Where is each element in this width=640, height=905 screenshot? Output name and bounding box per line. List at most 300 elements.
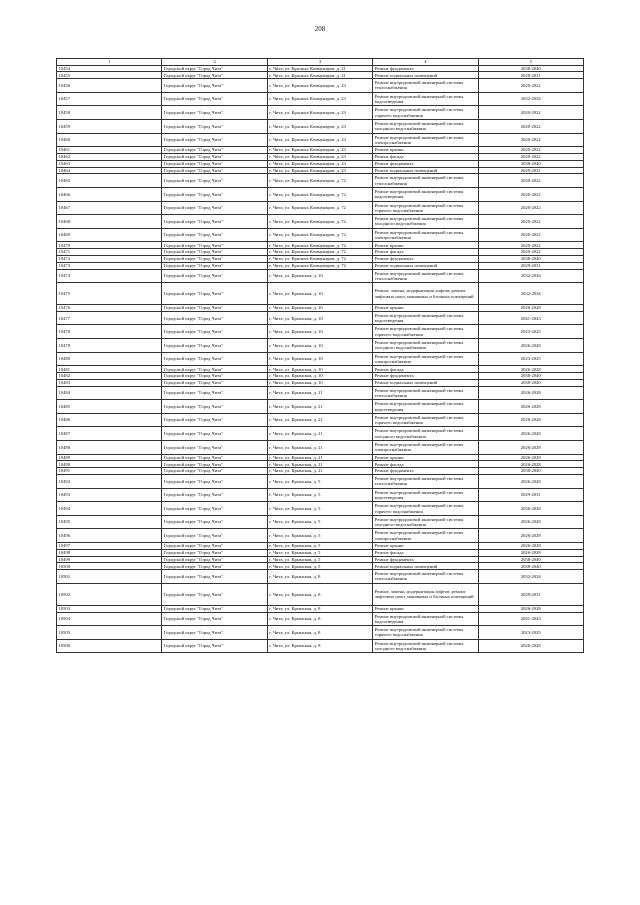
- address-cell: г. Чита, ул. Красных Коммунаров, д. 23: [267, 147, 372, 154]
- table-header: [57, 59, 584, 66]
- row-number-cell: 10454: [57, 65, 162, 72]
- table-row: [57, 605, 584, 612]
- work-type-cell: Ремонт фасада: [373, 366, 478, 373]
- address-cell: г. Чита, ул. Крымская, д. 10: [267, 339, 372, 353]
- table-row: [57, 475, 584, 489]
- period-cell: 2026-2028: [478, 461, 583, 468]
- row-number-cell: 10475: [57, 283, 162, 305]
- column-header: 3: [267, 59, 372, 66]
- table-row: [57, 79, 584, 93]
- address-cell: г. Чита, ул. Крымская, д. 10: [267, 352, 372, 366]
- work-type-cell: Ремонт фундамента: [373, 255, 478, 262]
- address-cell: г. Чита, ул. Красных Коммунаров, д. 23: [267, 119, 372, 133]
- address-cell: г. Чита, ул. Крымская, д. 8: [267, 583, 372, 605]
- row-number-cell: 10470: [57, 242, 162, 249]
- address-cell: г. Чита, ул. Крымская, д. 10: [267, 373, 372, 380]
- period-cell: 2026-2028: [478, 366, 583, 373]
- address-cell: г. Чита, ул. Крымская, д. 8: [267, 639, 372, 653]
- table-row: [57, 174, 584, 188]
- municipality-cell: Городской округ "Город Чита": [162, 563, 267, 570]
- work-type-cell: Ремонт внутридомовой инженерной системы холодного водоснабжения: [373, 515, 478, 529]
- table-row: [57, 215, 584, 229]
- row-number-cell: 10484: [57, 386, 162, 400]
- address-cell: г. Чита, ул. Красных Коммунаров, д. 72: [267, 201, 372, 215]
- column-number-row: [57, 59, 584, 66]
- period-cell: 2020-2022: [478, 201, 583, 215]
- work-type-cell: Ремонт, замена, модернизация лифтов, ремонт лифтовых шахт, машинных и блочных помещений: [373, 583, 478, 605]
- municipality-cell: Городской округ "Город Чита": [162, 454, 267, 461]
- table-row: [57, 65, 584, 72]
- period-cell: 2020-2022: [478, 133, 583, 147]
- work-type-cell: Ремонт, замена, модернизация лифтов, ремонт лифтовых шахт, машинных и блочных помещений: [373, 283, 478, 305]
- table-row: [57, 529, 584, 543]
- row-number-cell: 10472: [57, 255, 162, 262]
- work-type-cell: Ремонт внутридомовой инженерной системы электроснабжения: [373, 529, 478, 543]
- period-cell: 2020-2022: [478, 242, 583, 249]
- municipality-cell: Городской округ "Город Чита": [162, 556, 267, 563]
- row-number-cell: 10504: [57, 612, 162, 626]
- row-number-cell: 10476: [57, 305, 162, 312]
- period-cell: 2032-2034: [478, 570, 583, 584]
- row-number-cell: 10498: [57, 549, 162, 556]
- period-cell: 2026-2028: [478, 605, 583, 612]
- table-row: [57, 242, 584, 249]
- table-row: [57, 583, 584, 605]
- period-cell: 2026-2028: [478, 400, 583, 414]
- period-cell: 2023-2025: [478, 325, 583, 339]
- row-number-cell: 10496: [57, 529, 162, 543]
- row-number-cell: 10480: [57, 352, 162, 366]
- table-row: [57, 386, 584, 400]
- address-cell: г. Чита, ул. Крымская, д. 5: [267, 475, 372, 489]
- period-cell: 2026-2028: [478, 427, 583, 441]
- address-cell: г. Чита, ул. Красных Коммунаров, д. 23: [267, 153, 372, 160]
- work-type-cell: Ремонт внутридомовой инженерной системы водоотведения: [373, 612, 478, 626]
- period-cell: 2029-2031: [478, 72, 583, 79]
- address-cell: г. Чита, ул. Крымская, д. 10: [267, 269, 372, 283]
- table-row: [57, 556, 584, 563]
- municipality-cell: Городской округ "Город Чита": [162, 441, 267, 455]
- period-cell: 2026-2028: [478, 529, 583, 543]
- row-number-cell: 10469: [57, 228, 162, 242]
- work-type-cell: Ремонт внутридомовой инженерной системы электроснабжения: [373, 352, 478, 366]
- table-row: [57, 72, 584, 79]
- table-row: [57, 468, 584, 475]
- address-cell: г. Чита, ул. Крымская, д. 10: [267, 305, 372, 312]
- work-type-cell: Ремонт подвальных помещений: [373, 379, 478, 386]
- address-cell: г. Чита, ул. Крымская, д. 8: [267, 605, 372, 612]
- municipality-cell: Городской округ "Город Чита": [162, 468, 267, 475]
- row-number-cell: 10495: [57, 515, 162, 529]
- row-number-cell: 10485: [57, 400, 162, 414]
- row-number-cell: 10465: [57, 174, 162, 188]
- row-number-cell: 10459: [57, 119, 162, 133]
- row-number-cell: 10483: [57, 379, 162, 386]
- table-row: [57, 461, 584, 468]
- municipality-cell: Городской округ "Город Чита": [162, 542, 267, 549]
- work-type-cell: Ремонт внутридомовой инженерной системы холодного водоснабжения: [373, 339, 478, 353]
- table-row: [57, 639, 584, 653]
- municipality-cell: Городской округ "Город Чита": [162, 515, 267, 529]
- table-row: [57, 325, 584, 339]
- address-cell: г. Чита, ул. Красных Коммунаров, д. 72: [267, 187, 372, 201]
- work-type-cell: Ремонт внутридомовой инженерной системы водоотведения: [373, 92, 478, 106]
- period-cell: 2023-2025: [478, 352, 583, 366]
- work-type-cell: Ремонт внутридомовой инженерной системы горячего водоснабжения: [373, 106, 478, 120]
- work-type-cell: Ремонт подвальных помещений: [373, 563, 478, 570]
- period-cell: 2026-2028: [478, 515, 583, 529]
- municipality-cell: Городской округ "Город Чита": [162, 106, 267, 120]
- address-cell: г. Чита, ул. Крымская, д. 10: [267, 379, 372, 386]
- row-number-cell: 10502: [57, 583, 162, 605]
- work-type-cell: Ремонт внутридомовой инженерной системы теплоснабжения: [373, 79, 478, 93]
- municipality-cell: Городской округ "Город Чита": [162, 461, 267, 468]
- period-cell: 2020-2022: [478, 79, 583, 93]
- period-cell: 2026-2028: [478, 475, 583, 489]
- address-cell: г. Чита, ул. Крымская, д. 10: [267, 366, 372, 373]
- row-number-cell: 10474: [57, 269, 162, 283]
- column-header: 2: [162, 59, 267, 66]
- period-cell: 2020-2022: [478, 187, 583, 201]
- period-cell: 2020-2022: [478, 215, 583, 229]
- table-row: [57, 249, 584, 256]
- work-type-cell: Ремонт внутридомовой инженерной системы водоотведения: [373, 311, 478, 325]
- row-number-cell: 10482: [57, 373, 162, 380]
- period-cell: 2020-2022: [478, 174, 583, 188]
- municipality-cell: Городской округ "Город Чита": [162, 325, 267, 339]
- row-number-cell: 10479: [57, 339, 162, 353]
- row-number-cell: 10464: [57, 167, 162, 174]
- table-row: [57, 400, 584, 414]
- table-row: [57, 133, 584, 147]
- table-body: [57, 65, 584, 653]
- municipality-cell: Городской округ "Город Чита": [162, 400, 267, 414]
- row-number-cell: 10463: [57, 160, 162, 167]
- address-cell: г. Чита, ул. Крымская, д. 21: [267, 461, 372, 468]
- work-type-cell: Ремонт подвальных помещений: [373, 72, 478, 79]
- table-row: [57, 427, 584, 441]
- work-type-cell: Ремонт фасада: [373, 549, 478, 556]
- address-cell: г. Чита, ул. Красных Коммунаров, д. 21: [267, 65, 372, 72]
- table-row: [57, 160, 584, 167]
- address-cell: г. Чита, ул. Крымская, д. 5: [267, 542, 372, 549]
- municipality-cell: Городской округ "Город Чита": [162, 160, 267, 167]
- municipality-cell: Городской округ "Город Чита": [162, 639, 267, 653]
- municipality-cell: Городской округ "Город Чита": [162, 549, 267, 556]
- work-type-cell: Ремонт подвальных помещений: [373, 262, 478, 269]
- table-row: [57, 563, 584, 570]
- table-row: [57, 488, 584, 502]
- table-row: [57, 262, 584, 269]
- table-row: [57, 366, 584, 373]
- address-cell: г. Чита, ул. Красных Коммунаров, д. 72: [267, 249, 372, 256]
- work-type-cell: Ремонт внутридомовой инженерной системы холодного водоснабжения: [373, 427, 478, 441]
- municipality-cell: Городской округ "Город Чита": [162, 502, 267, 516]
- municipality-cell: Городской округ "Город Чита": [162, 427, 267, 441]
- work-type-cell: Ремонт фундамента: [373, 468, 478, 475]
- row-number-cell: 10500: [57, 563, 162, 570]
- address-cell: г. Чита, ул. Красных Коммунаров, д. 72: [267, 174, 372, 188]
- address-cell: г. Чита, ул. Красных Коммунаров, д. 23: [267, 167, 372, 174]
- work-type-cell: Ремонт крыши: [373, 242, 478, 249]
- municipality-cell: Городской округ "Город Чита": [162, 269, 267, 283]
- period-cell: 2041-2043: [478, 311, 583, 325]
- address-cell: г. Чита, ул. Красных Коммунаров, д. 72: [267, 255, 372, 262]
- work-type-cell: Ремонт внутридомовой инженерной системы водоотведения: [373, 187, 478, 201]
- municipality-cell: Городской округ "Город Чита": [162, 249, 267, 256]
- address-cell: г. Чита, ул. Крымская, д. 10: [267, 311, 372, 325]
- municipality-cell: Городской округ "Город Чита": [162, 92, 267, 106]
- table-row: [57, 228, 584, 242]
- table-row: [57, 515, 584, 529]
- municipality-cell: Городской округ "Город Чита": [162, 187, 267, 201]
- period-cell: 2020-2022: [478, 228, 583, 242]
- work-type-cell: Ремонт внутридомовой инженерной системы электроснабжения: [373, 228, 478, 242]
- period-cell: 2026-2028: [478, 454, 583, 461]
- address-cell: г. Чита, ул. Крымская, д. 8: [267, 626, 372, 640]
- period-cell: 2020-2022: [478, 147, 583, 154]
- table-row: [57, 92, 584, 106]
- row-number-cell: 10492: [57, 475, 162, 489]
- work-type-cell: Ремонт внутридомовой инженерной системы холодного водоснабжения: [373, 119, 478, 133]
- address-cell: г. Чита, ул. Крымская, д. 8: [267, 612, 372, 626]
- period-cell: 2038-2040: [478, 379, 583, 386]
- municipality-cell: Городской округ "Город Чита": [162, 488, 267, 502]
- work-type-cell: Ремонт внутридомовой инженерной системы холодного водоснабжения: [373, 215, 478, 229]
- table-row: [57, 549, 584, 556]
- table-row: [57, 441, 584, 455]
- municipality-cell: Городской округ "Город Чита": [162, 228, 267, 242]
- municipality-cell: Городской округ "Город Чита": [162, 262, 267, 269]
- period-cell: 2038-2040: [478, 160, 583, 167]
- table-row: [57, 413, 584, 427]
- address-cell: г. Чита, ул. Крымская, д. 21: [267, 400, 372, 414]
- row-number-cell: 10487: [57, 427, 162, 441]
- row-number-cell: 10473: [57, 262, 162, 269]
- row-number-cell: 10455: [57, 72, 162, 79]
- address-cell: г. Чита, ул. Крымская, д. 21: [267, 468, 372, 475]
- period-cell: 2029-2031: [478, 488, 583, 502]
- table-row: [57, 167, 584, 174]
- work-type-cell: Ремонт крыши: [373, 605, 478, 612]
- municipality-cell: Городской округ "Город Чита": [162, 475, 267, 489]
- work-type-cell: Ремонт внутридомовой инженерной системы теплоснабжения: [373, 475, 478, 489]
- period-cell: 2038-2040: [478, 373, 583, 380]
- period-cell: 2026-2028: [478, 502, 583, 516]
- table-row: [57, 339, 584, 353]
- work-type-cell: Ремонт фасада: [373, 461, 478, 468]
- row-number-cell: 10478: [57, 325, 162, 339]
- row-number-cell: 10499: [57, 556, 162, 563]
- table-row: [57, 379, 584, 386]
- work-type-cell: Ремонт внутридомовой инженерной системы горячего водоснабжения: [373, 325, 478, 339]
- work-type-cell: Ремонт внутридомовой инженерной системы горячего водоснабжения: [373, 201, 478, 215]
- row-number-cell: 10461: [57, 147, 162, 154]
- row-number-cell: 10506: [57, 639, 162, 653]
- work-type-cell: Ремонт фасада: [373, 249, 478, 256]
- municipality-cell: Городской округ "Город Чита": [162, 72, 267, 79]
- work-type-cell: Ремонт внутридомовой инженерной системы горячего водоснабжения: [373, 502, 478, 516]
- municipality-cell: Городской округ "Город Чита": [162, 242, 267, 249]
- municipality-cell: Городской округ "Город Чита": [162, 305, 267, 312]
- table-row: [57, 201, 584, 215]
- address-cell: г. Чита, ул. Крымская, д. 5: [267, 502, 372, 516]
- row-number-cell: 10456: [57, 79, 162, 93]
- municipality-cell: Городской округ "Город Чита": [162, 583, 267, 605]
- column-header: 5: [478, 59, 583, 66]
- row-number-cell: 10477: [57, 311, 162, 325]
- address-cell: г. Чита, ул. Красных Коммунаров, д. 72: [267, 242, 372, 249]
- municipality-cell: Городской округ "Город Чита": [162, 379, 267, 386]
- row-number-cell: 10460: [57, 133, 162, 147]
- row-number-cell: 10462: [57, 153, 162, 160]
- municipality-cell: Городской округ "Город Чита": [162, 529, 267, 543]
- municipality-cell: Городской округ "Город Чита": [162, 570, 267, 584]
- address-cell: г. Чита, ул. Крымская, д. 21: [267, 413, 372, 427]
- work-type-cell: Ремонт внутридомовой инженерной системы горячего водоснабжения: [373, 413, 478, 427]
- table-row: [57, 612, 584, 626]
- work-type-cell: Ремонт внутридомовой инженерной системы водоотведения: [373, 400, 478, 414]
- table-row: [57, 119, 584, 133]
- address-cell: г. Чита, ул. Крымская, д. 5: [267, 563, 372, 570]
- work-type-cell: Ремонт внутридомовой инженерной системы теплоснабжения: [373, 386, 478, 400]
- address-cell: г. Чита, ул. Крымская, д. 21: [267, 386, 372, 400]
- row-number-cell: 10471: [57, 249, 162, 256]
- row-number-cell: 10481: [57, 366, 162, 373]
- period-cell: 2026-2028: [478, 639, 583, 653]
- period-cell: 2038-2040: [478, 468, 583, 475]
- municipality-cell: Городской округ "Город Чита": [162, 352, 267, 366]
- address-cell: г. Чита, ул. Крымская, д. 10: [267, 325, 372, 339]
- period-cell: 2032-2034: [478, 269, 583, 283]
- period-cell: 2023-2025: [478, 626, 583, 640]
- municipality-cell: Городской округ "Город Чита": [162, 612, 267, 626]
- address-cell: г. Чита, ул. Красных Коммунаров, д. 72: [267, 262, 372, 269]
- period-cell: 2032-2034: [478, 283, 583, 305]
- period-cell: 2041-2043: [478, 612, 583, 626]
- municipality-cell: Городской округ "Город Чита": [162, 605, 267, 612]
- municipality-cell: Городской округ "Город Чита": [162, 366, 267, 373]
- table-row: [57, 570, 584, 584]
- table-row: [57, 352, 584, 366]
- municipality-cell: Городской округ "Город Чита": [162, 147, 267, 154]
- row-number-cell: 10458: [57, 106, 162, 120]
- table-row: [57, 373, 584, 380]
- table-row: [57, 542, 584, 549]
- municipality-cell: Городской округ "Город Чита": [162, 215, 267, 229]
- municipality-cell: Городской округ "Город Чита": [162, 174, 267, 188]
- period-cell: 2029-2031: [478, 583, 583, 605]
- period-cell: 2029-2031: [478, 262, 583, 269]
- work-type-cell: Ремонт внутридомовой инженерной системы электроснабжения: [373, 133, 478, 147]
- row-number-cell: 10490: [57, 461, 162, 468]
- work-type-cell: Ремонт внутридомовой инженерной системы теплоснабжения: [373, 174, 478, 188]
- municipality-cell: Городской округ "Город Чита": [162, 133, 267, 147]
- work-type-cell: Ремонт крыши: [373, 147, 478, 154]
- address-cell: г. Чита, ул. Красных Коммунаров, д. 23: [267, 79, 372, 93]
- municipality-cell: Городской округ "Город Чита": [162, 255, 267, 262]
- row-number-cell: 10488: [57, 441, 162, 455]
- row-number-cell: 10503: [57, 605, 162, 612]
- municipality-cell: Городской округ "Город Чита": [162, 311, 267, 325]
- work-type-cell: Ремонт фасада: [373, 153, 478, 160]
- row-number-cell: 10467: [57, 201, 162, 215]
- address-cell: г. Чита, ул. Красных Коммунаров, д. 23: [267, 133, 372, 147]
- work-type-cell: Ремонт внутридомовой инженерной системы горячего водоснабжения: [373, 626, 478, 640]
- period-cell: 2038-2040: [478, 255, 583, 262]
- address-cell: г. Чита, ул. Крымская, д. 21: [267, 441, 372, 455]
- table-row: [57, 502, 584, 516]
- municipality-cell: Городской округ "Город Чита": [162, 339, 267, 353]
- work-type-cell: Ремонт подвальных помещений: [373, 167, 478, 174]
- address-cell: г. Чита, ул. Крымская, д. 5: [267, 549, 372, 556]
- municipality-cell: Городской округ "Город Чита": [162, 201, 267, 215]
- period-cell: 2029-2031: [478, 167, 583, 174]
- municipality-cell: Городской округ "Город Чита": [162, 119, 267, 133]
- address-cell: г. Чита, ул. Красных Коммунаров, д. 72: [267, 228, 372, 242]
- municipality-cell: Городской округ "Город Чита": [162, 626, 267, 640]
- row-number-cell: 10497: [57, 542, 162, 549]
- municipality-cell: Городской округ "Город Чита": [162, 373, 267, 380]
- period-cell: 2026-2028: [478, 386, 583, 400]
- period-cell: 2020-2022: [478, 153, 583, 160]
- address-cell: г. Чита, ул. Красных Коммунаров, д. 23: [267, 92, 372, 106]
- period-cell: 2038-2040: [478, 65, 583, 72]
- period-cell: 2038-2040: [478, 563, 583, 570]
- address-cell: г. Чита, ул. Красных Коммунаров, д. 23: [267, 160, 372, 167]
- table-row: [57, 269, 584, 283]
- address-cell: г. Чита, ул. Крымская, д. 5: [267, 529, 372, 543]
- row-number-cell: 10491: [57, 468, 162, 475]
- page-number: 208: [314, 25, 326, 33]
- work-type-cell: Ремонт крыши: [373, 305, 478, 312]
- period-cell: 2026-2028: [478, 441, 583, 455]
- row-number-cell: 10486: [57, 413, 162, 427]
- work-type-cell: Ремонт внутридомовой инженерной системы холодного водоснабжения: [373, 639, 478, 653]
- work-type-cell: Ремонт внутридомовой инженерной системы водоотведения: [373, 488, 478, 502]
- address-cell: г. Чита, ул. Красных Коммунаров, д. 72: [267, 215, 372, 229]
- work-type-cell: Ремонт крыши: [373, 454, 478, 461]
- address-cell: г. Чита, ул. Крымская, д. 5: [267, 488, 372, 502]
- row-number-cell: 10494: [57, 502, 162, 516]
- table-row: [57, 283, 584, 305]
- column-header: 1: [57, 59, 162, 66]
- period-cell: 2026-2028: [478, 549, 583, 556]
- row-number-cell: 10501: [57, 570, 162, 584]
- row-number-cell: 10457: [57, 92, 162, 106]
- period-cell: 2020-2022: [478, 249, 583, 256]
- work-type-cell: Ремонт внутридомовой инженерной системы электроснабжения: [373, 441, 478, 455]
- work-type-cell: Ремонт внутридомовой инженерной системы теплоснабжения: [373, 570, 478, 584]
- address-cell: г. Чита, ул. Крымская, д. 8: [267, 570, 372, 584]
- table-row: [57, 454, 584, 461]
- period-cell: 2026-2028: [478, 413, 583, 427]
- table-row: [57, 153, 584, 160]
- period-cell: 2026-2028: [478, 305, 583, 312]
- row-number-cell: 10468: [57, 215, 162, 229]
- municipality-cell: Городской округ "Город Чита": [162, 413, 267, 427]
- address-cell: г. Чита, ул. Крымская, д. 5: [267, 556, 372, 563]
- municipality-cell: Городской округ "Город Чита": [162, 153, 267, 160]
- period-cell: 2026-2028: [478, 542, 583, 549]
- address-cell: г. Чита, ул. Красных Коммунаров, д. 21: [267, 72, 372, 79]
- address-cell: г. Чита, ул. Красных Коммунаров, д. 23: [267, 106, 372, 120]
- work-type-cell: Ремонт фундамента: [373, 556, 478, 563]
- address-cell: г. Чита, ул. Крымская, д. 10: [267, 283, 372, 305]
- table-row: [57, 147, 584, 154]
- municipality-cell: Городской округ "Город Чита": [162, 167, 267, 174]
- row-number-cell: 10493: [57, 488, 162, 502]
